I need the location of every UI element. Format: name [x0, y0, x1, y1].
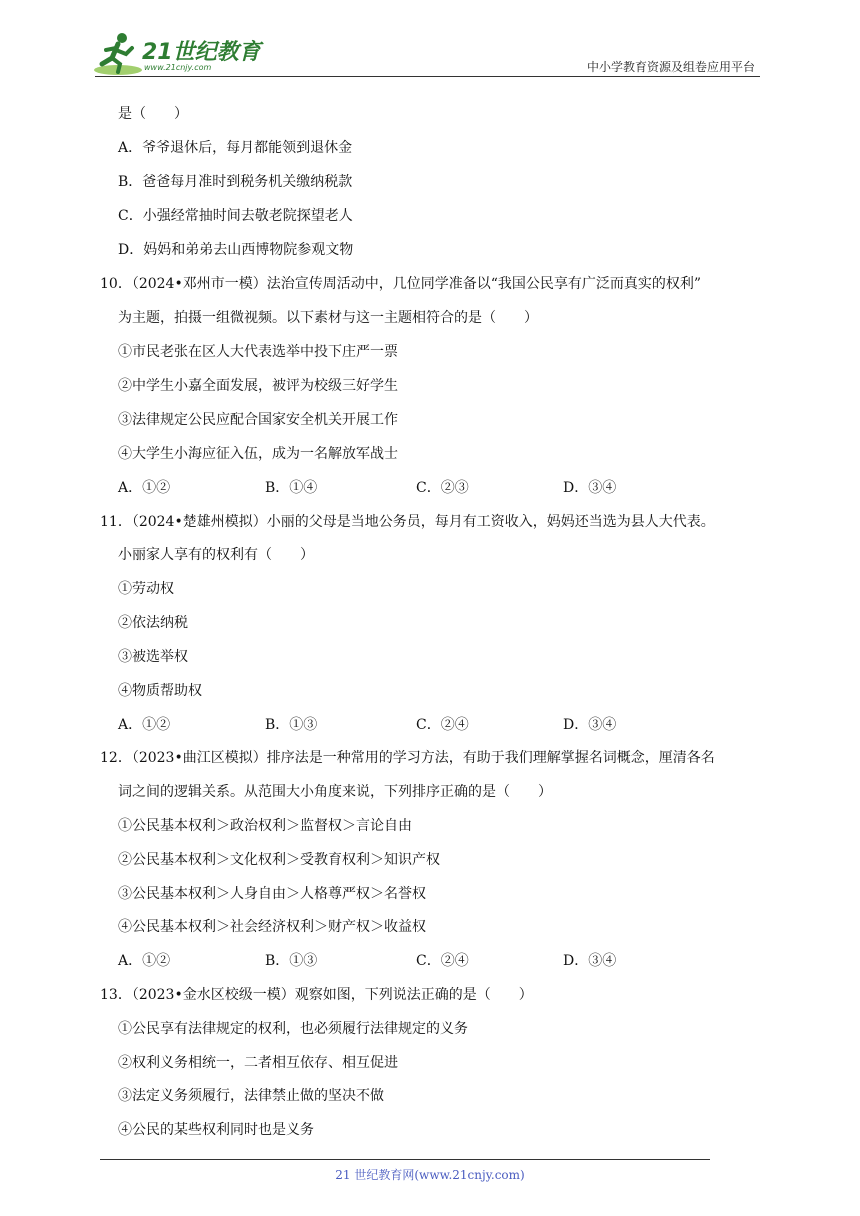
- q12-choice-b: B．①③: [265, 953, 318, 969]
- q12-stem-line1: 12．（2023•曲江区模拟）排序法是一种常用的学习方法，有助于我们理解掌握名词概念，厘清各名: [100, 750, 715, 766]
- q10-item-1: ①市民老张在区人大代表选举中投下庄严一票: [118, 344, 398, 360]
- q13-item-2: ②权利义务相统一，二者相互依存、相互促进: [118, 1055, 398, 1071]
- q9-option-b: B．爸爸每月准时到税务机关缴纳税款: [118, 174, 353, 190]
- q10-item-3: ③法律规定公民应配合国家安全机关开展工作: [118, 412, 398, 428]
- q11-stem-line1: 11．（2024•楚雄州模拟）小丽的父母是当地公务员，每月有工资收入，妈妈还当选为县人大代表。: [100, 514, 715, 530]
- site-logo[interactable]: [92, 30, 262, 80]
- q12-item-2: ②公民基本权利＞文化权利＞受教育权利＞知识产权: [118, 852, 440, 868]
- page-header: [0, 0, 860, 80]
- q9-option-d: D．妈妈和弟弟去山西博物院参观文物: [118, 242, 354, 258]
- q13-item-4: ④公民的某些权利同时也是义务: [118, 1122, 314, 1138]
- q12-item-3: ③公民基本权利＞人身自由＞人格尊严权＞名誉权: [118, 886, 426, 902]
- q12-item-4: ④公民基本权利＞社会经济权利＞财产权＞收益权: [118, 919, 426, 935]
- q12-choice-a: A．①②: [118, 953, 171, 969]
- header-divider: [95, 76, 760, 77]
- q11-choice-c: C．②④: [416, 717, 469, 733]
- q10-choice-a: A．①②: [118, 480, 171, 496]
- q12-item-1: ①公民基本权利＞政治权利＞监督权＞言论自由: [118, 818, 412, 834]
- footer-link[interactable]: 21 世纪教育网(www.21cnjy.com): [335, 1168, 525, 1182]
- q13-stem-line1: 13．（2023•金水区校级一模）观察如图，下列说法正确的是（ ）: [100, 987, 533, 1003]
- logo-url: www.21cnjy.com: [144, 63, 212, 72]
- q13-item-3: ③法定义务须履行，法律禁止做的坚决不做: [118, 1088, 384, 1104]
- q10-stem-line2: 为主题，拍摄一组微视频。以下素材与这一主题相符合的是（ ）: [118, 310, 538, 326]
- runner-logo-icon: [92, 30, 144, 78]
- platform-name: 中小学教育资源及组卷应用平台: [586, 60, 755, 74]
- q11-item-1: ①劳动权: [118, 581, 174, 597]
- q12-choice-c: C．②④: [416, 953, 469, 969]
- q11-item-2: ②依法纳税: [118, 615, 188, 631]
- q9-option-c: C．小强经常抽时间去敬老院探望老人: [118, 208, 353, 224]
- q11-choice-b: B．①③: [265, 717, 318, 733]
- footer-divider: [100, 1159, 710, 1160]
- q11-item-4: ④物质帮助权: [118, 683, 202, 699]
- q10-choice-d: D．③④: [563, 480, 617, 496]
- q10-item-4: ④大学生小海应征入伍，成为一名解放军战士: [118, 446, 398, 462]
- q12-choice-d: D．③④: [563, 953, 617, 969]
- q10-stem-line1: 10．（2024•邓州市一模）法治宣传周活动中，几位同学准备以“我国公民享有广泛而真实的权利”: [100, 276, 702, 292]
- q10-choice-c: C．②③: [416, 480, 469, 496]
- q10-item-2: ②中学生小嘉全面发展，被评为校级三好学生: [118, 378, 398, 394]
- q10-choice-b: B．①④: [265, 480, 318, 496]
- q11-stem-line2: 小丽家人享有的权利有（ ）: [118, 547, 314, 563]
- q11-choice-d: D．③④: [563, 717, 617, 733]
- q9-option-a: A．爷爷退休后，每月都能领到退休金: [118, 140, 353, 156]
- logo-text: 21世纪教育: [142, 40, 261, 65]
- q11-choice-a: A．①②: [118, 717, 171, 733]
- q11-item-3: ③被选举权: [118, 649, 188, 665]
- q12-stem-line2: 词之间的逻辑关系。从范围大小角度来说，下列排序正确的是（ ）: [118, 784, 552, 800]
- q13-item-1: ①公民享有法律规定的权利，也必须履行法律规定的义务: [118, 1021, 468, 1037]
- q9-stem-tail: 是（ ）: [118, 106, 188, 122]
